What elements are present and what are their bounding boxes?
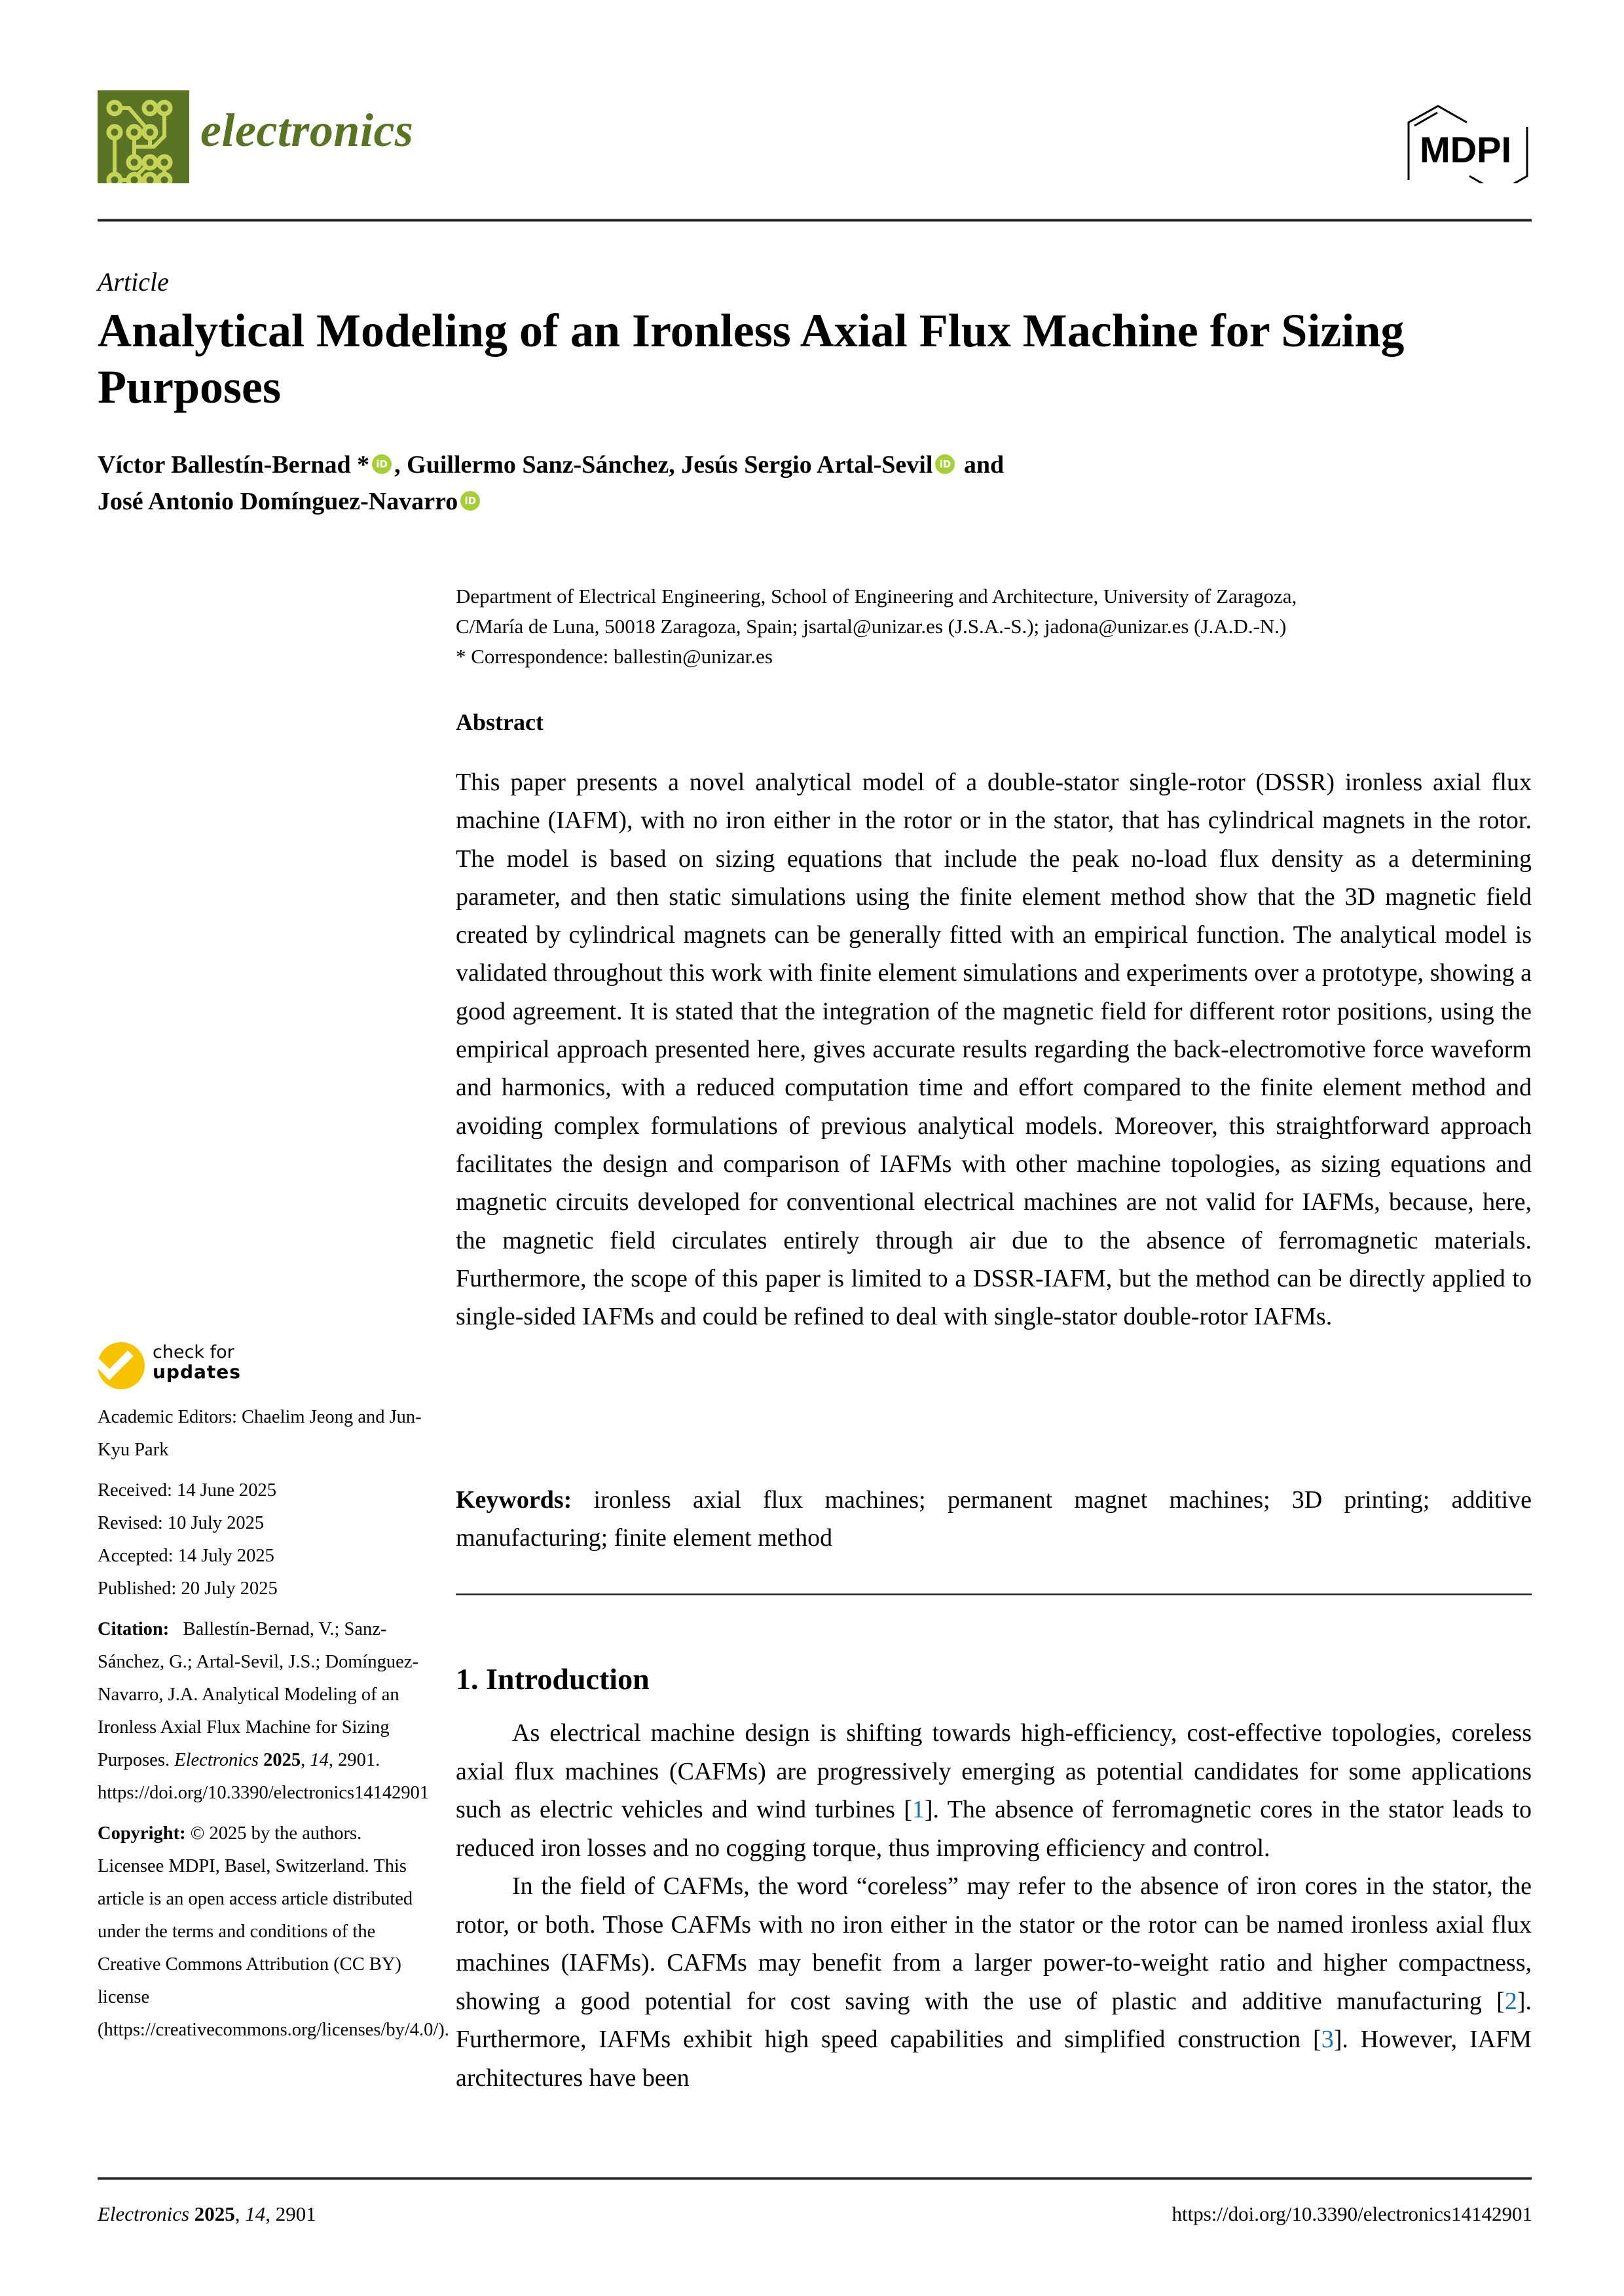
citation-link[interactable]: 2	[1504, 1987, 1517, 2015]
footer-citation: Electronics 2025, 14, 2901	[98, 2202, 316, 2225]
affiliations	[456, 581, 1536, 672]
citation-link[interactable]: 3	[1321, 2026, 1334, 2053]
revised-date: Revised: 10 July 2025	[98, 1513, 265, 1533]
article-type: Article	[98, 267, 169, 297]
journal-name: electronics	[200, 104, 414, 156]
affiliation-line: C/María de Luna, 50018 Zaragoza, Spain; jsartal@unizar.es (J.S.A.-S.); jadona@unizar.es (J.A.D.-N.)	[456, 615, 1287, 638]
keywords-label: Keywords:	[456, 1486, 572, 1514]
keywords	[456, 1481, 1532, 1557]
academic-editors: Academic Editors: Chaelim Jeong and Jun-Kyu Park	[98, 1407, 422, 1460]
svg-text:MDPI: MDPI	[1420, 129, 1511, 170]
paragraph: In the field of CAFMs, the word “coreless” may refer to the absence of iron cores in the stator, the rotor, or both. Those CAFMs with no iron either in the stator or the rotor can be named ironless axial flux machines (IAFMs). CAFMs may benefit from a larger power-to-weight ratio and higher compactness, showing a good potential for cost saving with the use of plastic and additive manufacturing [2]. Furthermore, IAFMs exhibit high speed capabilities and simplified construction [3]. However, IAFM architectures have been	[456, 1872, 1532, 2092]
abstract-divider	[456, 1594, 1532, 1595]
paragraph: As electrical machine design is shifting towards high-efficiency, cost-effective topologies, coreless axial flux machines (CAFMs) are progressively emerging as potential candidates for some applications such as electric vehicles and wind turbines [1]. The absence of ferromagnetic cores in the stator leads to reduced iron losses and no cogging torque, thus improving efficiency and control.	[456, 1719, 1532, 1862]
accepted-date: Accepted: 14 July 2025	[98, 1546, 274, 1566]
copyright: Copyright: © 2025 by the authors. Licensee MDPI, Basel, Switzerland. This article is an open access article distributed under the terms and conditions of the Creative Commons Attribution (CC BY) license (https://creativecommons.org/licenses/by/4.0/).	[98, 1823, 449, 2040]
abstract-text: This paper presents a novel analytical model of a double-stator single-rotor (DSSR) ironless axial flux machine (IAFM), with no iron either in the rotor or in the stator, that has cylindrical magnets in the rotor. The model is based on sizing equations that include the peak no-load flux density as a determining parameter, and then static simulations using the finite element method show that the 3D magnetic field created by cylindrical magnets can be generally fitted with an empirical function. The analytical model is validated throughout this work with finite element simulations and experiments over a prototype, showing a good agreement. It is stated that the integration of the magnetic field for different rotor positions, using the empirical approach presented here, gives accurate results regarding the back-electromotive force waveform and harmonics, with a reduced computation time and effort compared to the finite element method and avoiding complex formulations of previous analytical models. Moreover, this straightforward approach facilitates the design and comparison of IAFMs with other machine topologies, as sizing equations and magnetic circuits developed for conventional electrical machines are not valid for IAFMs, because, here, the magnetic field circulates entirely through air due to the absence of ferromagnetic materials. Furthermore, the scope of this paper is limited to a DSSR-IAFM, but the method can be directly applied to single-sided IAFMs and could be refined to deal with single-stator double-rotor IAFMs.	[456, 769, 1532, 1331]
header-divider	[98, 219, 1532, 222]
orcid-icon[interactable]: iD	[935, 454, 955, 474]
doi-link[interactable]: , 2901. https://doi.org/10.3390/electronics14142901	[98, 1750, 430, 1803]
footer-divider	[98, 2177, 1532, 2180]
journal-logo-icon	[98, 90, 189, 183]
correspondence: * Correspondence: ballestin@unizar.es	[456, 645, 773, 668]
footer-doi-link[interactable]: https://doi.org/10.3390/electronics14142901	[1172, 2202, 1532, 2225]
orcid-icon[interactable]: iD	[372, 454, 392, 474]
citation-link[interactable]: 1	[912, 1796, 925, 1823]
citation: Citation: Ballestín-Bernad, V.; Sanz-Sánchez, G.; Artal-Sevil, J.S.; Domínguez-Navarro, J.A. Analytical Modeling of an Ironless Axial Flux Machine for Sizing Purposes. Electronics 2025, 14, 2901. https://doi.org/10.3390/electronics14142901	[98, 1619, 430, 1803]
author-name: Jesús Sergio Artal-Sevil	[681, 451, 933, 479]
author-name: Guillermo Sanz-Sánchez	[407, 451, 669, 479]
affiliation-line: Department of Electrical Engineering, School of Engineering and Architecture, University of Zaragoza,	[456, 585, 1297, 608]
published-date: Published: 20 July 2025	[98, 1578, 278, 1599]
author-name: José Antonio Domínguez-Navarro	[98, 488, 458, 515]
dates	[98, 1474, 425, 1605]
article-metadata-sidebar	[98, 1401, 449, 2054]
received-date: Received: 14 June 2025	[98, 1480, 277, 1501]
orcid-icon[interactable]: iD	[460, 491, 480, 511]
abstract-heading: Abstract	[456, 709, 544, 735]
check-for-updates-button[interactable]: check for updates	[98, 1342, 255, 1388]
mdpi-logo-icon	[1407, 105, 1531, 183]
author-name: Víctor Ballestín-Bernad	[98, 451, 351, 479]
page-title: Analytical Modeling of an Ironless Axial Flux Machine for Sizing Purposes	[98, 304, 1405, 413]
author-list: Víctor Ballestín-Bernad * iD , Guillermo Sanz-Sánchez, Jesús Sergio Artal-Sevil iD and José Antonio Domínguez-Navarro iD	[98, 451, 1005, 515]
section-heading-introduction: 1. Introduction	[456, 1662, 650, 1696]
introduction-body	[456, 1714, 1532, 2097]
keywords-text: ironless axial flux machines; permanent magnet machines; 3D printing; additive manufacturing; finite element method	[456, 1486, 1532, 1552]
